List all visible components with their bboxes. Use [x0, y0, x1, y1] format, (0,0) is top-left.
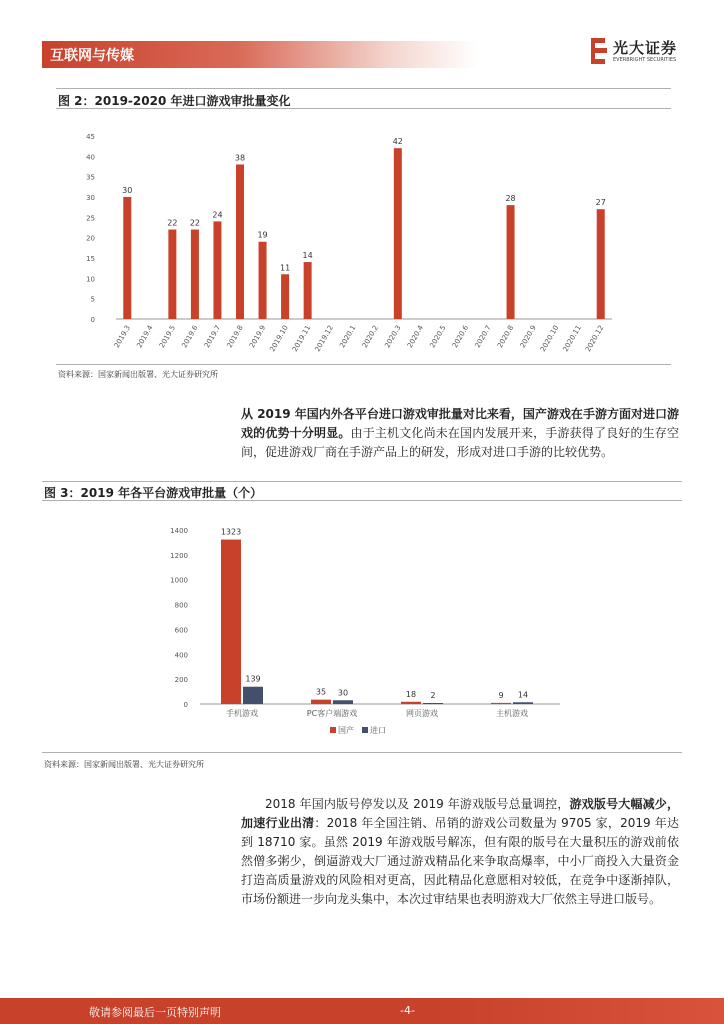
bar [191, 230, 199, 319]
figure3-top-rule [42, 481, 682, 482]
y-tick-label: 25 [86, 214, 95, 223]
paragraph-2-body: ：2018 年全国注销、吊销的游戏公司数量为 9705 家，2019 年达到 18710 家。虽然 2019 年游戏版号解冻，但有限的版号在大量积压的游戏前依然僧多粥少，倒逼游戏大厂通过游戏精品化来争取高爆率，中小厂商投入大量资金打造高质量游戏的风险相对更高，因此精品化意愿相对较低，在竞争中逐渐掉队，市场份额进一步向龙头集中，本次过审结果也表明游戏大厂依然主导进口版号。 [241, 816, 679, 906]
paragraph-2 [241, 795, 679, 909]
figure3-title-rule [42, 500, 682, 501]
paragraph-1-body: 由于主机文化尚未在国内发展开来，手游获得了良好的生存空间，促进游戏厂商在手游产品上的研发，形成对进口手游的比较优势。 [241, 426, 679, 459]
x-tick-label: 2020.3 [383, 324, 403, 350]
bar [168, 230, 176, 319]
x-tick-label: 2019.10 [268, 324, 290, 354]
paragraph-2-intro: 2018 年国内版号停发以及 2019 年游戏版号总量调控， [265, 797, 570, 811]
x-tick-label: 2020.9 [518, 324, 538, 350]
data-label: 1323 [220, 527, 242, 537]
data-label: 14 [302, 251, 313, 261]
x-tick-label: 2020.10 [538, 324, 561, 354]
y-tick-label: 40 [86, 153, 95, 162]
figure2-source: 资料来源：国家新闻出版署、光大证券研究所 [58, 370, 218, 379]
x-tick-label: 2019.4 [135, 324, 155, 350]
paragraph-1-lead: 从 2019 年国内外各平台进口游戏审批量对比来看，国产游戏在手游方面对进口游戏的优势十分明显。 [241, 407, 679, 440]
paragraph-2-lead: 游戏版号大幅减少，加速行业出清 [241, 797, 679, 830]
everbright-logo-icon [589, 37, 609, 65]
brand-name-en: EVERBRIGHT SECURITIES [613, 57, 677, 63]
legend-label: 国产 [338, 726, 354, 735]
figure3-title: 图 3：2019 年各平台游戏审批量（个） [44, 486, 263, 500]
x-tick-label: 2019.6 [180, 324, 200, 350]
x-tick-label: 2019.5 [157, 324, 178, 350]
bar-domestic [401, 702, 421, 704]
data-label: 35 [315, 687, 327, 697]
data-label: 18 [405, 689, 417, 699]
x-tick-label: 2019.7 [203, 324, 223, 350]
y-tick-label: 600 [174, 626, 188, 635]
data-label: 19 [257, 230, 268, 240]
bar [259, 242, 267, 319]
legend-label: 进口 [370, 726, 386, 735]
y-tick-label: 200 [174, 676, 188, 685]
y-tick-label: 800 [174, 601, 188, 610]
y-tick-label: 0 [183, 701, 188, 709]
paragraph-1 [241, 405, 679, 462]
figure2-title: 图 2：2019-2020 年进口游戏审批量变化 [58, 94, 291, 108]
data-label: 22 [189, 218, 201, 228]
data-label: 30 [337, 688, 349, 698]
x-tick-label: 2020.8 [496, 324, 516, 350]
figure2-title-rule [56, 108, 671, 109]
figure2-bottom-rule [56, 364, 671, 365]
x-tick-label: 2020.12 [584, 324, 606, 354]
data-label: 24 [212, 210, 223, 220]
bar [507, 205, 515, 319]
x-tick-label: 2019.9 [248, 324, 268, 350]
y-tick-label: 0 [90, 316, 95, 324]
x-tick-label: 2020.11 [561, 324, 583, 354]
x-tick-label: PC客户端游戏 [306, 709, 358, 718]
legend-swatch [330, 727, 336, 733]
brand-name: 光大证券 [613, 39, 678, 57]
data-label: 30 [122, 186, 133, 195]
y-tick-label: 35 [86, 173, 95, 182]
section-title: 互联网与传媒 [50, 48, 134, 64]
data-label: 14 [517, 690, 529, 700]
bar-domestic [221, 540, 241, 704]
data-label: 11 [279, 263, 291, 273]
x-tick-label: 2019.11 [290, 324, 313, 354]
x-tick-label: 2020.1 [338, 324, 358, 350]
figure2-chart [56, 120, 671, 360]
bar [236, 164, 244, 319]
data-label: 27 [595, 198, 606, 208]
x-tick-label: 2019.8 [225, 324, 245, 350]
footer-disclaimer[interactable]: 敬请参阅最后一页特别声明 [89, 1006, 221, 1019]
y-tick-label: 400 [174, 651, 188, 660]
x-tick-label: 2020.2 [360, 324, 381, 350]
figure3-chart [160, 518, 570, 743]
x-tick-label: 2020.7 [473, 324, 493, 350]
bar-imported [333, 700, 353, 704]
bar [281, 274, 289, 319]
bar-imported [423, 703, 443, 704]
bar-domestic [491, 703, 511, 704]
figure2-top-rule [56, 88, 671, 89]
bar-domestic [311, 700, 331, 704]
bar [597, 209, 605, 319]
data-label: 38 [234, 153, 246, 163]
x-tick-label: 手机游戏 [226, 709, 258, 718]
bar [304, 262, 312, 319]
figure3-source: 资料来源：国家新闻出版署、光大证券研究所 [44, 760, 204, 769]
x-tick-label: 2020.4 [405, 324, 426, 350]
bar [213, 221, 221, 319]
figure3-bottom-rule [42, 752, 682, 753]
data-label: 28 [505, 194, 516, 204]
data-label: 139 [245, 674, 261, 684]
data-label: 9 [498, 690, 504, 700]
x-tick-label: 2019.3 [112, 324, 133, 350]
x-tick-label: 2020.5 [428, 324, 448, 350]
y-tick-label: 20 [86, 234, 95, 243]
y-tick-label: 1400 [170, 527, 188, 535]
y-tick-label: 1200 [170, 551, 188, 560]
x-tick-label: 网页游戏 [406, 709, 438, 718]
bar [123, 197, 131, 319]
bar-imported [243, 687, 263, 704]
legend-swatch [362, 727, 368, 733]
y-tick-label: 10 [86, 275, 95, 284]
bar [394, 148, 402, 319]
bar-imported [513, 702, 533, 704]
y-tick-label: 15 [86, 255, 95, 263]
data-label: 22 [167, 218, 178, 228]
data-label: 2 [430, 691, 436, 700]
page-number: -4- [400, 1004, 415, 1017]
y-tick-label: 1000 [170, 576, 188, 585]
y-tick-label: 30 [86, 194, 95, 202]
x-tick-label: 2019.12 [313, 324, 335, 354]
y-tick-label: 5 [90, 295, 95, 304]
data-label: 42 [392, 137, 403, 147]
x-tick-label: 主机游戏 [496, 709, 528, 718]
y-tick-label: 45 [86, 133, 95, 141]
x-tick-label: 2020.6 [451, 324, 471, 350]
